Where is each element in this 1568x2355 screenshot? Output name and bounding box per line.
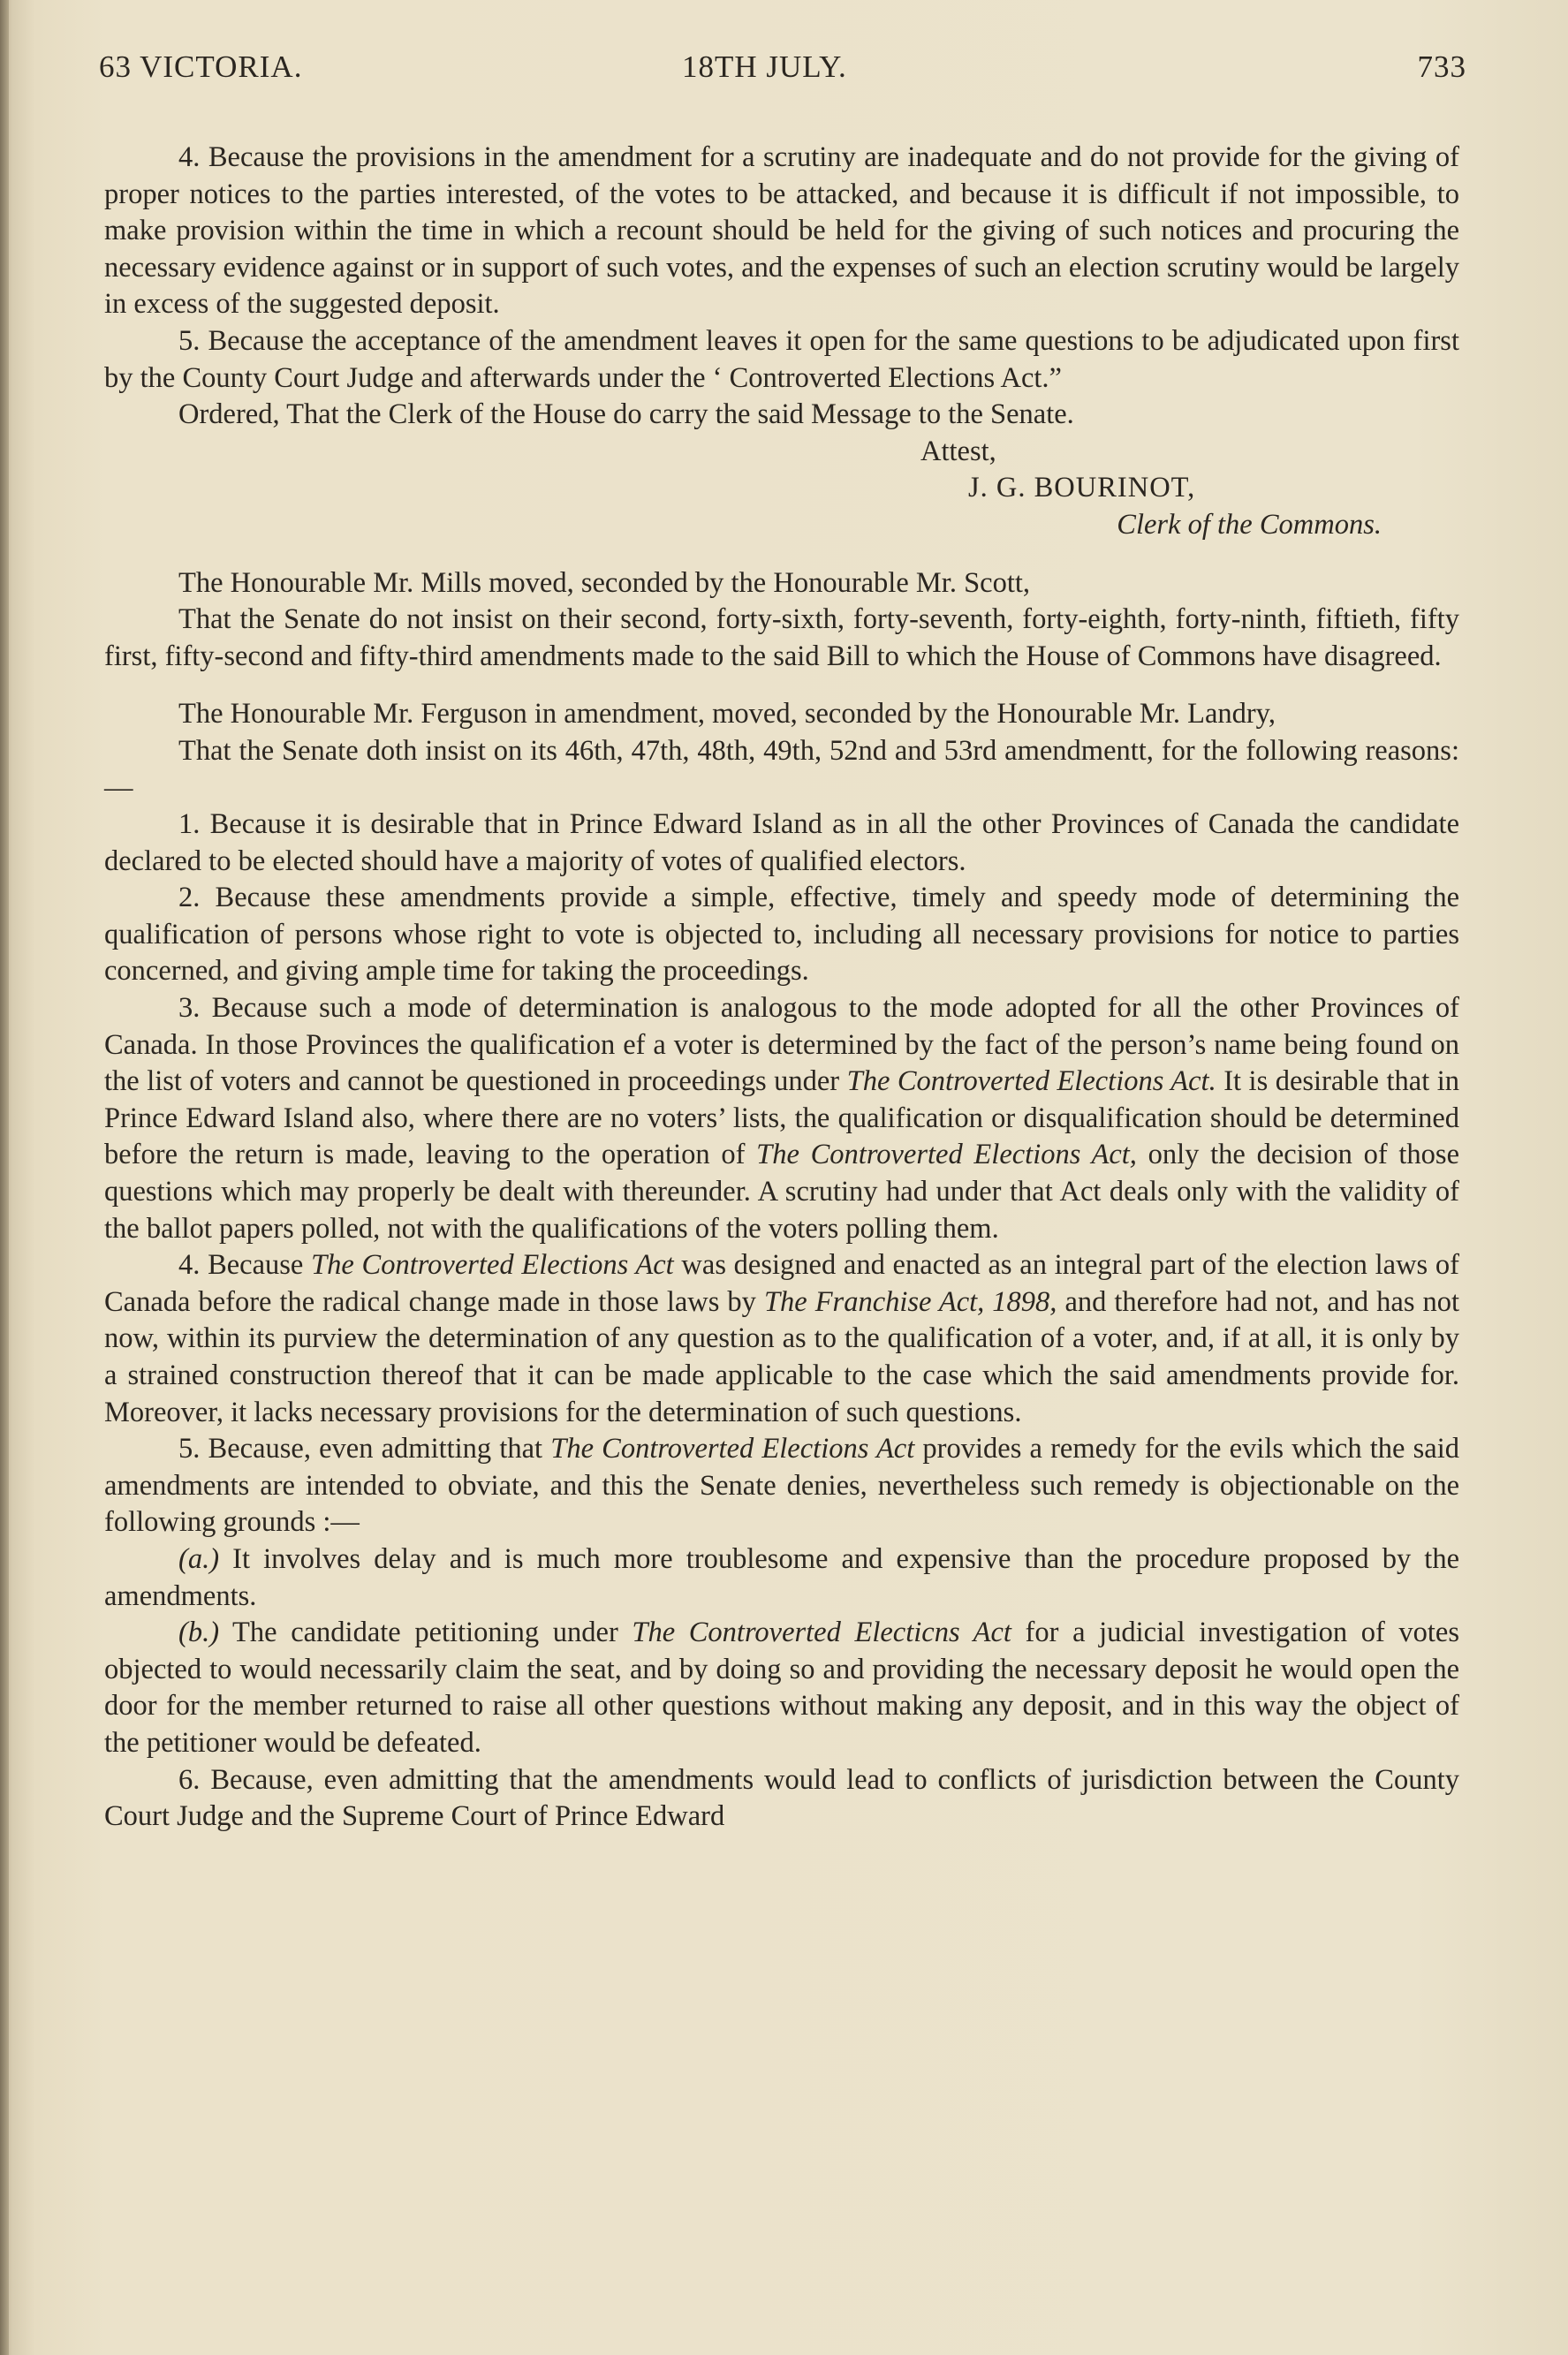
paragraph: 5. Because the acceptance of the amendment leaves it open for the same questions to be adjudicated upon first by the County Court Judge and afterwards under the ‘ Controverted Elections Act.” xyxy=(104,324,1459,394)
text-run: 4. Because xyxy=(178,1249,312,1282)
paragraph: 6. Because, even admitting that the amendments would lead to conflicts of jurisdiction between the County Court Judge and the Supreme Court of Prince Edward xyxy=(104,1763,1459,1833)
paragraph xyxy=(104,1615,1459,1761)
act-title: The Controverted Elections Act, xyxy=(756,1139,1137,1171)
paragraph: 2. Because these amendments provide a simple, effective, timely and speedy mode of determining the qualification of persons whose right to vote is objected to, including all necessary provisions for notice to parties concerned, and giving ample time for taking the proceedings. xyxy=(104,882,1459,988)
paragraph: That the Senate do not insist on their second, forty-sixth, forty-seventh, forty-eighth, forty-ninth, fiftieth, fifty first, fifty-second and fifty-third amendments made to the said Bill to which the House of Commons have disagreed. xyxy=(104,603,1459,672)
paragraph xyxy=(104,1431,1459,1541)
act-title: The Controverted Elections Act xyxy=(550,1433,915,1465)
header-volume: 63 VICTORIA. xyxy=(99,49,303,84)
page-body xyxy=(104,140,1459,1836)
text-run: The candidate petitioning under xyxy=(219,1617,633,1649)
paragraph xyxy=(104,990,1459,1247)
paragraph: The Honourable Mr. Ferguson in amendment, moved, seconded by the Honourable Mr. Landry, xyxy=(178,698,1276,731)
text-run: It involves delay and is much more troublesome and expensive than the procedure proposed by the amendments. xyxy=(104,1542,1459,1612)
paragraph xyxy=(104,1541,1459,1615)
text-run: was designed and enacted as an integral part of the election laws of Canada before the radical change made in those laws by xyxy=(104,1249,1459,1318)
act-title: The Controverted Elections Act xyxy=(311,1249,674,1282)
signature-title: Clerk of the Commons. xyxy=(1117,508,1382,541)
act-title: The Controverted Electicns Act xyxy=(632,1617,1011,1649)
paragraph: The Honourable Mr. Mills moved, seconded by the Honourable Mr. Scott, xyxy=(178,566,1031,599)
text-run: It is desirable that in Prince Edward Island also, where there are no voters’ lists, the qualification or disqualification should be determined before the return is made, leaving to the operation of xyxy=(104,1065,1459,1171)
signature-attest: Attest, xyxy=(920,435,996,467)
text-run: for a judicial investigation of votes objected to would necessarily claim the seat, and by doing so and providing the necessary deposit he would open the door for the member returned to raise all other questions without making any deposit, and in this way the object of the petitioner would be defeated. xyxy=(104,1617,1459,1759)
paragraph xyxy=(104,1247,1459,1431)
signature-block xyxy=(104,434,1459,544)
page-spine-shadow xyxy=(0,0,9,2355)
act-title: The Franchise Act, 1898, xyxy=(763,1285,1057,1318)
page-number: 733 xyxy=(1417,49,1466,84)
header-date: 18TH JULY. xyxy=(682,49,847,84)
text-run: only the decision of those questions which may properly be dealt with thereunder. A scrutiny had under that Act deals only with the validity of the ballot papers polled, not with the qualifications of the voters polling them. xyxy=(104,1139,1460,1245)
act-title: The Controverted Elections Act. xyxy=(846,1065,1216,1098)
text-run: and therefore had not, and has not now, within its purview the determination of any question as to the qualification of a voter, and, if at all, it is only by a strained construction thereof that it can be made applicable to the case which the said amendments provide for. Moreover, it lacks necessary provisions for the determination of such questions. xyxy=(104,1285,1459,1428)
text-run: 3. Because such a mode of determination is analogous to the mode adopted for all the other Provinces of Canada. In those Provinces the qualification ef a voter is determined by the fact of the person’s name being found on the list of voters and cannot be questioned in proceedings under xyxy=(104,992,1459,1098)
signature-name: J. G. BOURINOT, xyxy=(968,472,1196,504)
sub-label: (a.) xyxy=(178,1542,220,1575)
paragraph: 1. Because it is desirable that in Prince Edward Island as in all the other Provinces of Canada the candidate declared to be elected should have a majority of votes of qualified electors. xyxy=(104,808,1459,877)
paragraph: That the Senate doth insist on its 46th, 47th, 48th, 49th, 52nd and 53rd amendmentt, for the following reasons:— xyxy=(104,734,1459,804)
page-header xyxy=(99,49,1466,94)
paragraph: 4. Because the provisions in the amendment for a scrutiny are inadequate and do not provide for the giving of proper notices to the parties interested, of the votes to be attacked, and because it is difficult if not impossible, to make provision within the time in which a recount should be held for the giving of such notices and procuring the necessary evidence against or in support of such votes, and the expenses of such an election scrutiny would be largely in excess of the suggested deposit. xyxy=(104,141,1459,321)
text-run: provides a remedy for the evils which the said amendments are intended to obviate, and this the Senate denies, nevertheless such remedy is objectionable on the following grounds :— xyxy=(104,1433,1459,1539)
text-run: 5. Because, even admitting that xyxy=(178,1433,551,1465)
sub-label: (b.) xyxy=(178,1617,220,1649)
paragraph: Ordered, That the Clerk of the House do carry the said Message to the Senate. xyxy=(178,398,1074,431)
